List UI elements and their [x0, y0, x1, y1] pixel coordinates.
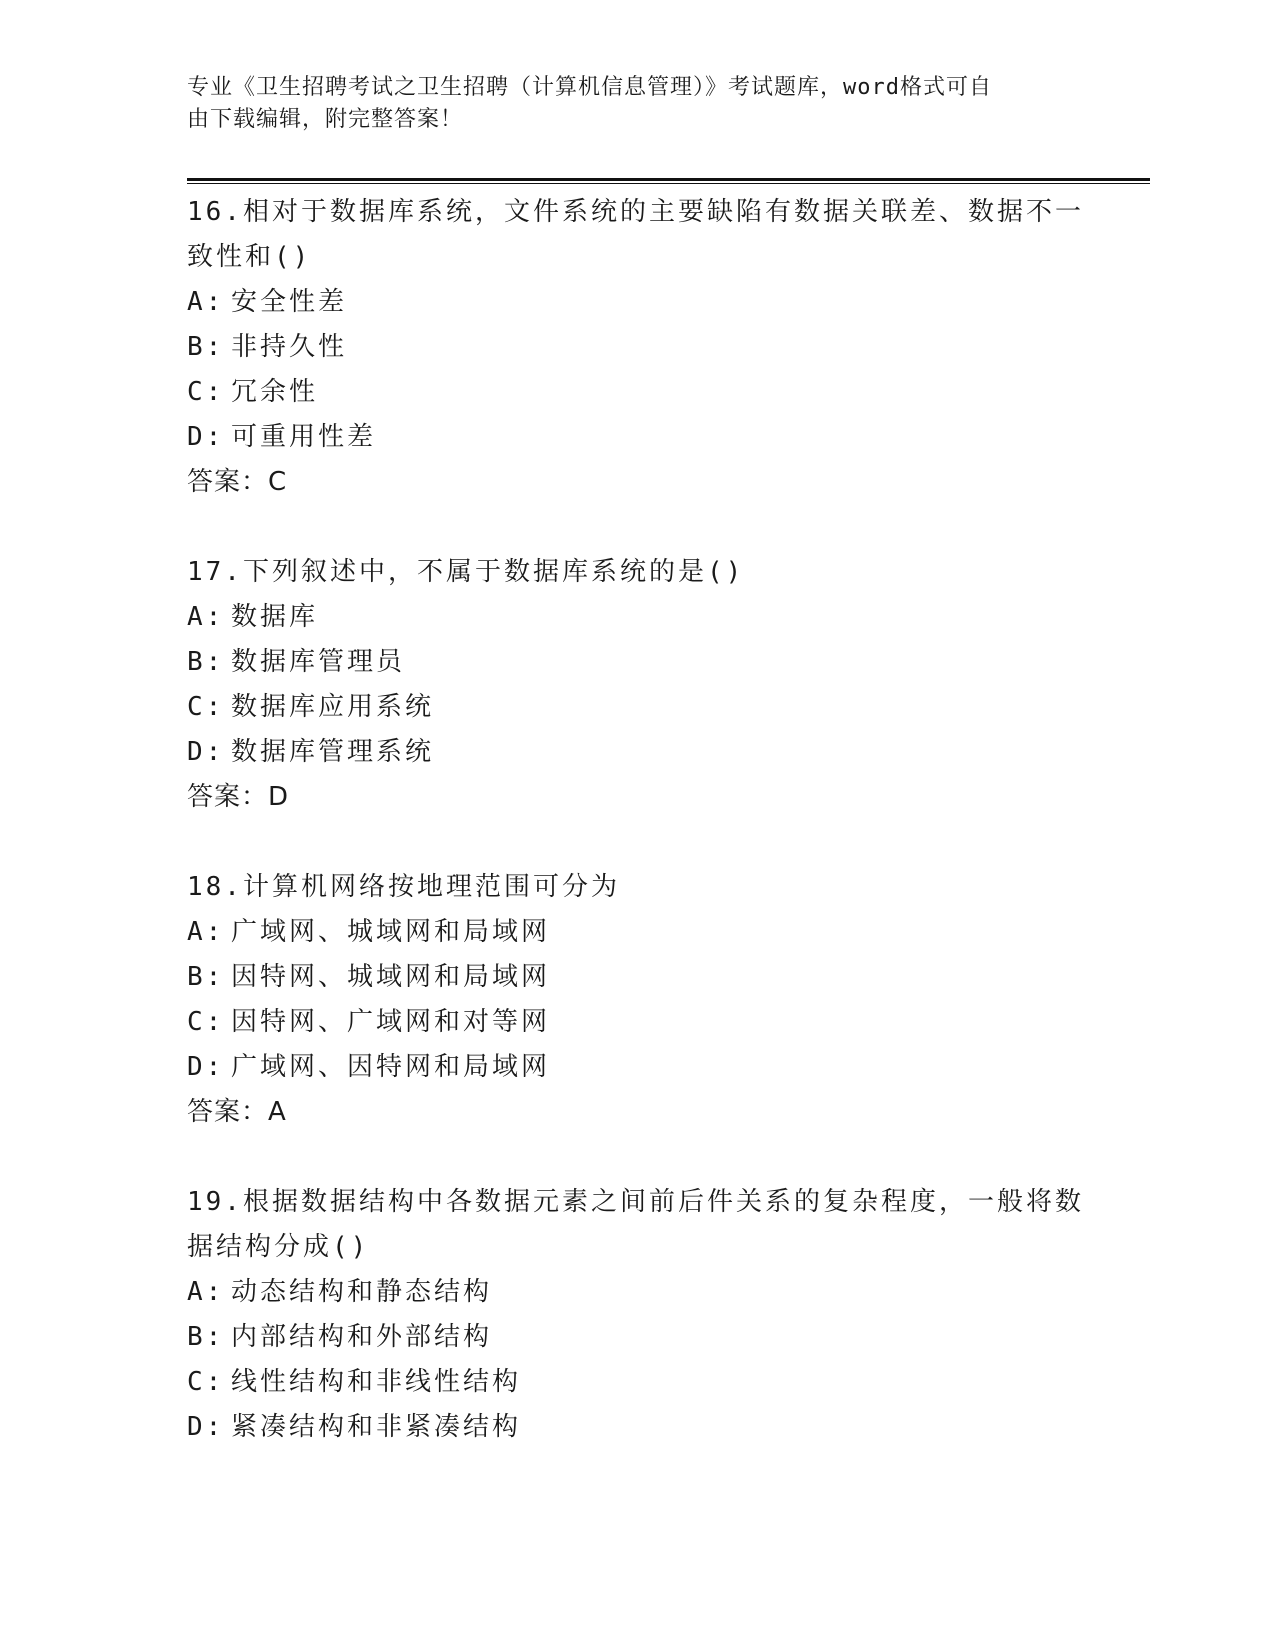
question-17	[187, 550, 1087, 820]
option-letter: C:	[187, 377, 225, 407]
option-letter: C:	[187, 1007, 225, 1037]
option-text: 因特网、城域网和局域网	[231, 962, 551, 992]
option-letter: D:	[187, 1052, 225, 1082]
question-list	[187, 190, 1087, 1495]
option-text: 数据库应用系统	[231, 692, 435, 722]
option-a	[187, 280, 1087, 325]
header-line-2: 由下载编辑，附完整答案！	[187, 107, 464, 132]
option-letter: B:	[187, 1322, 225, 1352]
option-text: 线性结构和非线性结构	[231, 1367, 522, 1397]
option-b	[187, 325, 1087, 370]
question-16	[187, 190, 1087, 505]
option-letter: A:	[187, 602, 225, 632]
option-d	[187, 730, 1087, 775]
option-c	[187, 370, 1087, 415]
option-letter: A:	[187, 917, 225, 947]
option-letter: B:	[187, 332, 225, 362]
option-b	[187, 1315, 1087, 1360]
option-text: 广域网、城域网和局域网	[231, 917, 551, 947]
option-text: 数据库管理系统	[231, 737, 435, 767]
answer-line: 答案：D	[187, 782, 290, 812]
option-text: 广域网、因特网和局域网	[231, 1052, 551, 1082]
header-line-1: 专业《卫生招聘考试之卫生招聘（计算机信息管理）》考试题库，word格式可自	[187, 75, 992, 100]
question-18	[187, 865, 1087, 1135]
answer-line: 答案：A	[187, 1097, 287, 1127]
option-letter: D:	[187, 737, 225, 767]
option-letter: A:	[187, 1277, 225, 1307]
question-stem-line-1: 16.相对于数据库系统，文件系统的主要缺陷有数据关联差、数据不一	[187, 197, 1084, 227]
option-letter: C:	[187, 1367, 225, 1397]
question-stem-line-1: 19.根据数据结构中各数据元素之间前后件关系的复杂程度，一般将数	[187, 1187, 1084, 1217]
option-d	[187, 1405, 1087, 1450]
option-text: 动态结构和静态结构	[231, 1277, 493, 1307]
option-text: 数据库管理员	[231, 647, 406, 677]
document-header	[187, 72, 1067, 136]
option-c	[187, 1000, 1087, 1045]
option-text: 内部结构和外部结构	[231, 1322, 493, 1352]
option-a	[187, 910, 1087, 955]
question-stem-line-1: 17.下列叙述中，不属于数据库系统的是()	[187, 557, 745, 587]
question-stem-line-2: 据结构分成()	[187, 1232, 370, 1262]
option-text: 紧凑结构和非紧凑结构	[231, 1412, 522, 1442]
option-letter: D:	[187, 422, 225, 452]
option-c	[187, 685, 1087, 730]
option-text: 安全性差	[231, 287, 348, 317]
option-letter: B:	[187, 962, 225, 992]
option-letter: A:	[187, 287, 225, 317]
header-divider-thick	[187, 178, 1150, 181]
option-letter: C:	[187, 692, 225, 722]
option-d	[187, 415, 1087, 460]
option-letter: D:	[187, 1412, 225, 1442]
option-c	[187, 1360, 1087, 1405]
header-divider-thin	[187, 183, 1150, 184]
option-text: 因特网、广域网和对等网	[231, 1007, 551, 1037]
option-text: 冗余性	[231, 377, 319, 407]
question-stem-line-2: 致性和()	[187, 242, 312, 272]
option-text: 可重用性差	[231, 422, 377, 452]
answer-line: 答案：C	[187, 467, 288, 497]
option-d	[187, 1045, 1087, 1090]
question-19	[187, 1180, 1087, 1450]
option-a	[187, 1270, 1087, 1315]
option-text: 数据库	[231, 602, 319, 632]
option-b	[187, 640, 1087, 685]
option-b	[187, 955, 1087, 1000]
option-letter: B:	[187, 647, 225, 677]
option-a	[187, 595, 1087, 640]
question-stem-line-1: 18.计算机网络按地理范围可分为	[187, 872, 620, 902]
option-text: 非持久性	[231, 332, 348, 362]
